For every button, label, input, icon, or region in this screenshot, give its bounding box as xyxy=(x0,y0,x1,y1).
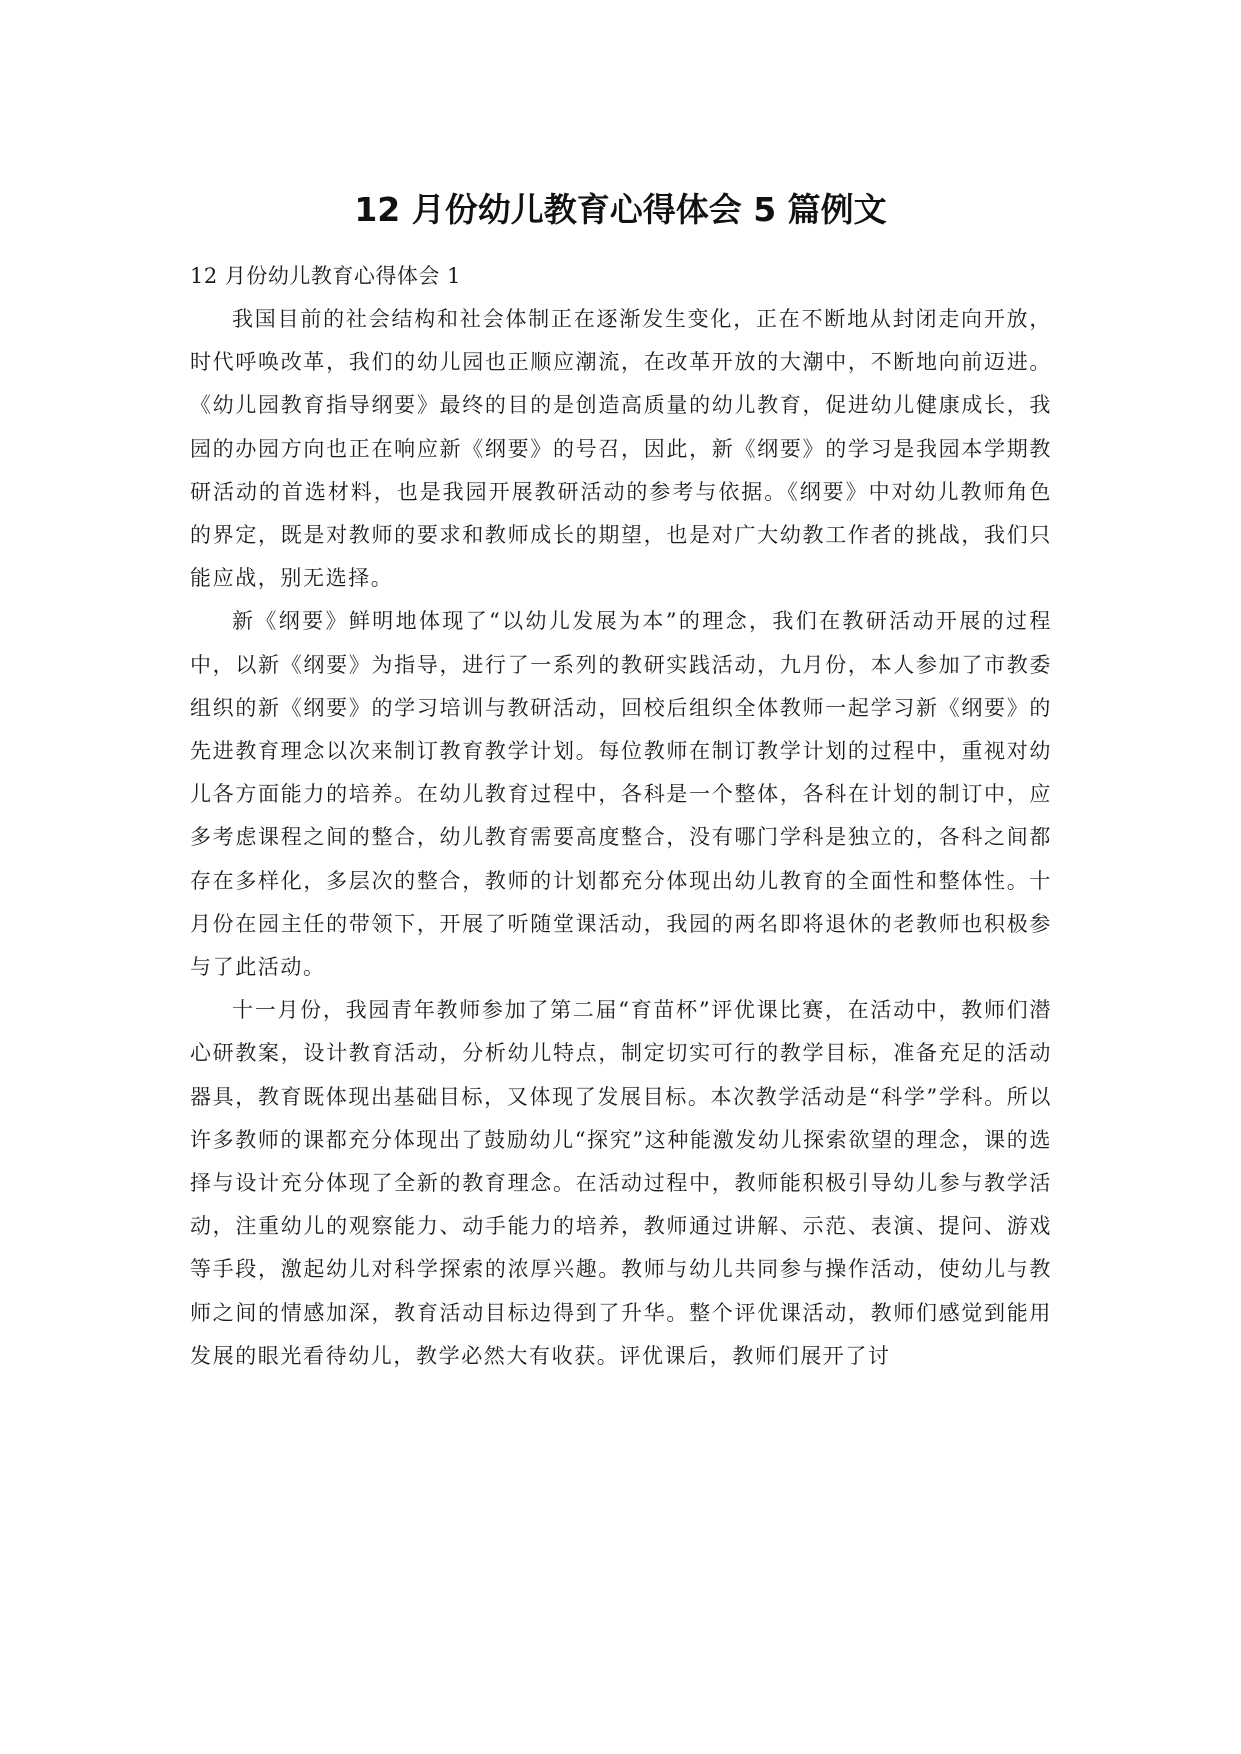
body-paragraph-2: 新《纲要》鲜明地体现了“以幼儿发展为本”的理念，我们在教研活动开展的过程中，以新《纲要》为指导，进行了一系列的教研实践活动，九月份，本人参加了市教委组织的新《纲要》的学习培训与教研活动，回校后组织全体教师一起学习新《纲要》的先进教育理念以次来制订教育教学计划。每位教师在制订教学计划的过程中，重视对幼儿各方面能力的培养。在幼儿教育过程中，各科是一个整体，各科在计划的制订中，应多考虑课程之间的整合，幼儿教育需要高度整合，没有哪门学科是独立的，各科之间都存在多样化，多层次的整合，教师的计划都充分体现出幼儿教育的全面性和整体性。十月份在园主任的带领下，开展了听随堂课活动，我园的两名即将退休的老教师也积极参与了此活动。 xyxy=(190,609,1052,980)
body-paragraph-1: 我国目前的社会结构和社会体制正在逐渐发生变化，正在不断地从封闭走向开放，时代呼唤改革，我们的幼儿园也正顺应潮流，在改革开放的大潮中，不断地向前迈进。《幼儿园教育指导纲要》最终的目的是创造高质量的幼儿教育，促进幼儿健康成长，我园的办园方向也正在响应新《纲要》的号召，因此，新《纲要》的学习是我园本学期教研活动的首选材料，也是我园开展教研活动的参考与依据。《纲要》中对幼儿教师角色的界定，既是对教师的要求和教师成长的期望，也是对广大幼教工作者的挑战，我们只能应战，别无选择。 xyxy=(190,307,1052,591)
section-heading: 12 月份幼儿教育心得体会 1 xyxy=(190,264,461,288)
document-title: 12 月份幼儿教育心得体会 5 篇例文 xyxy=(354,190,887,229)
body-paragraph-3: 十一月份，我园青年教师参加了第二届“育苗杯”评优课比赛，在活动中，教师们潜心研教案，设计教育活动，分析幼儿特点，制定切实可行的教学目标，准备充足的活动器具，教育既体现出基础目标，又体现了发展目标。本次教学活动是“科学”学科。所以许多教师的课都充分体现出了鼓励幼儿“探究”这种能激发幼儿探索欲望的理念，课的选择与设计充分体现了全新的教育理念。在活动过程中，教师能积极引导幼儿参与教学活动，注重幼儿的观察能力、动手能力的培养，教师通过讲解、示范、表演、提问、游戏等手段，激起幼儿对科学探索的浓厚兴趣。教师与幼儿共同参与操作活动，使幼儿与教师之间的情感加深，教育活动目标边得到了升华。整个评优课活动，教师们感觉到能用发展的眼光看待幼儿，教学必然大有收获。评优课后，教师们展开了讨 xyxy=(190,998,1052,1368)
document-body xyxy=(190,255,1052,1378)
